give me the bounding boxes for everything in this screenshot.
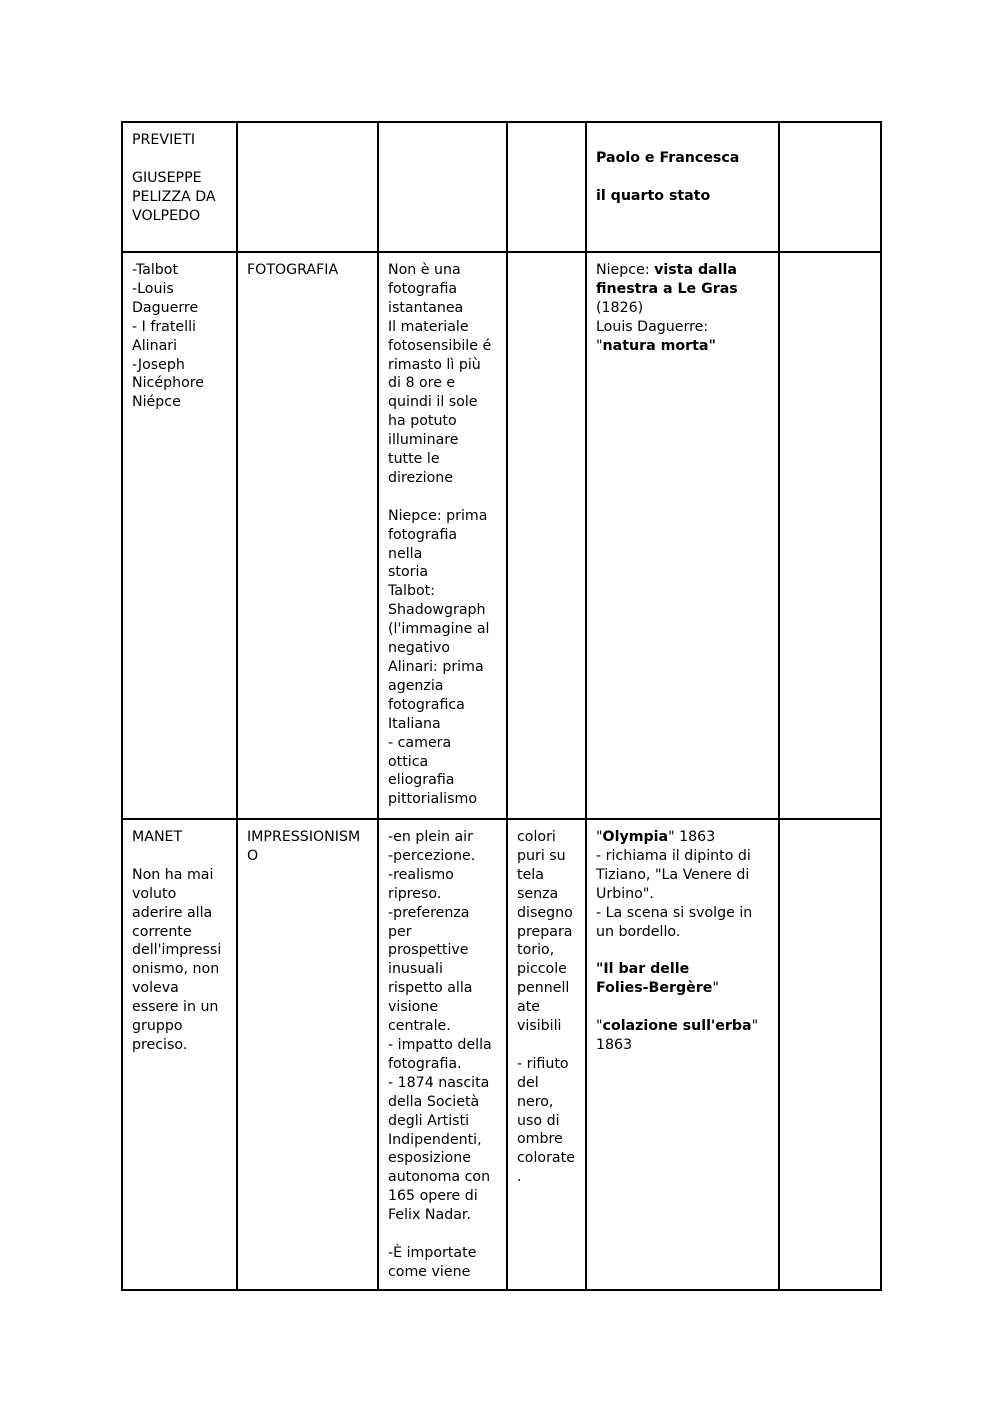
cell-line: voleva bbox=[132, 980, 179, 997]
cell-line: Talbot: bbox=[388, 583, 435, 600]
cell-line: Non è una bbox=[388, 262, 461, 278]
cell-line: - rifiuto bbox=[517, 1055, 569, 1072]
work-line bbox=[596, 1036, 770, 1055]
cell-line: di 8 ore e bbox=[388, 375, 456, 392]
work-title: "Il bar delle bbox=[596, 961, 690, 978]
cell-line: fotografica bbox=[388, 696, 465, 713]
cell-line: - camera bbox=[388, 734, 452, 751]
cell-line: voluto bbox=[132, 885, 177, 902]
work-text: 1863 bbox=[596, 1036, 633, 1053]
cell-line: tutte le bbox=[388, 451, 440, 468]
cell-line: Felix Nadar. bbox=[388, 1207, 471, 1224]
cell-line: uso di bbox=[517, 1112, 560, 1129]
table-row bbox=[122, 122, 881, 252]
cell-line: Italiana bbox=[388, 715, 441, 732]
cell-line: (l'immagine al bbox=[388, 621, 490, 638]
cell-line: rispetto alla bbox=[388, 980, 473, 997]
cell-line: illuminare bbox=[388, 432, 459, 449]
cell-line: -Talbot bbox=[132, 262, 179, 278]
work-line bbox=[596, 168, 770, 187]
works-cell bbox=[586, 122, 779, 252]
cell-text bbox=[247, 131, 369, 150]
cell-line: ottica bbox=[388, 753, 429, 770]
notes-cell bbox=[779, 252, 881, 819]
cell-line: dell'impressi bbox=[132, 942, 222, 959]
cell-line: PREVIETI bbox=[132, 132, 196, 148]
work-title: colazione sull'erba bbox=[602, 1018, 752, 1035]
work-line bbox=[596, 998, 770, 1017]
cell-text bbox=[789, 131, 872, 150]
cell-line: puri su bbox=[517, 847, 566, 864]
work-line bbox=[596, 149, 770, 168]
cell-line: per bbox=[388, 923, 412, 940]
work-line bbox=[596, 261, 770, 280]
cell-line: - I fratelli bbox=[132, 318, 196, 335]
cell-line bbox=[132, 847, 228, 866]
work-line bbox=[596, 187, 770, 206]
cell-line bbox=[388, 488, 498, 507]
movement-cell bbox=[237, 252, 378, 819]
work-text: (1826) bbox=[596, 299, 644, 316]
work-title: vista dalla bbox=[654, 262, 737, 278]
cell-line: storia bbox=[388, 564, 429, 581]
cell-line: pennell bbox=[517, 980, 570, 997]
cell-line: VOLPEDO bbox=[132, 207, 201, 224]
cell-line: Niépce bbox=[132, 394, 181, 411]
cell-line: - impatto della bbox=[388, 1036, 492, 1053]
cell-line: rimasto lì più bbox=[388, 356, 481, 373]
cell-line: colorate bbox=[517, 1150, 575, 1167]
cell-line: degli Artisti bbox=[388, 1112, 470, 1129]
cell-line: . bbox=[517, 1169, 522, 1186]
work-text: Tiziano, "La Venere di bbox=[596, 866, 750, 883]
cell-line: -en plein air bbox=[388, 829, 473, 845]
cell-line bbox=[517, 1036, 577, 1055]
cell-line: torio, bbox=[517, 942, 555, 959]
cell-line: Nicéphore bbox=[132, 375, 205, 392]
cell-line: ha potuto bbox=[388, 413, 457, 430]
cell-line: -Joseph bbox=[132, 356, 185, 373]
cell-line: Indipendenti, bbox=[388, 1131, 482, 1148]
cell-line: PELIZZA DA bbox=[132, 188, 216, 205]
technique-cell bbox=[507, 819, 586, 1290]
cell-line: visione bbox=[388, 999, 439, 1016]
cell-line: fotosensibile é bbox=[388, 337, 492, 354]
cell-line: ripreso. bbox=[388, 885, 442, 902]
cell-line: - 1874 nascita bbox=[388, 1074, 490, 1091]
cell-line: esposizione bbox=[388, 1150, 471, 1167]
cell-line: nero, bbox=[517, 1093, 554, 1110]
cell-line: Daguerre bbox=[132, 299, 199, 316]
art-history-table bbox=[121, 121, 882, 1291]
work-text: " bbox=[596, 1018, 603, 1035]
work-title: natura morta" bbox=[602, 337, 716, 354]
cell-line: -È importate bbox=[388, 1244, 477, 1261]
features-cell bbox=[378, 122, 507, 252]
work-line bbox=[596, 828, 770, 847]
work-line bbox=[596, 885, 770, 904]
cell-line: inusuali bbox=[388, 961, 443, 978]
cell-line bbox=[388, 1225, 498, 1244]
cell-line: ate bbox=[517, 999, 540, 1016]
work-text: Louis Daguerre: bbox=[596, 318, 709, 335]
features-cell bbox=[378, 819, 507, 1290]
cell-line: istantanea bbox=[388, 299, 464, 316]
cell-line: visibili bbox=[517, 1018, 562, 1035]
cell-line: centrale. bbox=[388, 1018, 451, 1035]
cell-line: essere in un bbox=[132, 999, 219, 1016]
work-title: Olympia bbox=[602, 829, 669, 845]
artist-cell bbox=[122, 252, 237, 819]
cell-line: agenzia bbox=[388, 677, 444, 694]
cell-text: IMPRESSIONISMO bbox=[247, 829, 361, 864]
cell-line: -preferenza bbox=[388, 904, 470, 921]
cell-line: Il materiale bbox=[388, 318, 469, 335]
cell-line: colori bbox=[517, 829, 556, 845]
features-cell bbox=[378, 252, 507, 819]
cell-line: negativo bbox=[388, 640, 451, 657]
work-text: - richiama il dipinto di bbox=[596, 847, 751, 864]
work-text: " 1863 bbox=[668, 829, 716, 845]
cell-line: aderire alla bbox=[132, 904, 213, 921]
cell-line: Alinari: prima bbox=[388, 659, 484, 676]
work-line bbox=[596, 337, 770, 356]
cell-line: preciso. bbox=[132, 1036, 188, 1053]
work-text: un bordello. bbox=[596, 923, 681, 940]
work-text: Urbino". bbox=[596, 885, 654, 902]
work-text: " bbox=[751, 1018, 759, 1035]
cell-line: Alinari bbox=[132, 337, 178, 354]
cell-text bbox=[789, 261, 872, 280]
movement-cell bbox=[237, 819, 378, 1290]
cell-line: fotografia bbox=[388, 280, 458, 297]
work-title: il quarto stato bbox=[596, 187, 711, 204]
cell-line: -percezione. bbox=[388, 847, 476, 864]
cell-line: -Louis bbox=[132, 280, 174, 297]
technique-cell bbox=[507, 122, 586, 252]
work-line bbox=[596, 318, 770, 337]
technique-cell bbox=[507, 252, 586, 819]
work-title: Folies-Bergère bbox=[596, 980, 713, 997]
cell-line: eliografia bbox=[388, 772, 455, 789]
work-text: - La scena si svolge in bbox=[596, 904, 753, 921]
cell-line: GIUSEPPE bbox=[132, 169, 202, 186]
work-line bbox=[596, 923, 770, 942]
cell-line: MANET bbox=[132, 829, 183, 845]
cell-line: senza bbox=[517, 885, 559, 902]
table-row bbox=[122, 819, 881, 1290]
work-line bbox=[596, 1017, 770, 1036]
work-line bbox=[596, 904, 770, 923]
cell-line bbox=[132, 150, 228, 169]
work-line bbox=[596, 941, 770, 960]
cell-line: prospettive bbox=[388, 942, 469, 959]
cell-line: ombre bbox=[517, 1131, 563, 1148]
cell-line: come viene bbox=[388, 1263, 471, 1280]
cell-line: onismo, non bbox=[132, 961, 220, 978]
cell-line: nella bbox=[388, 545, 423, 562]
work-text: Niepce: bbox=[596, 262, 655, 278]
cell-line: -realismo bbox=[388, 866, 454, 883]
work-line bbox=[596, 299, 770, 318]
notes-cell bbox=[779, 819, 881, 1290]
cell-line: corrente bbox=[132, 923, 192, 940]
work-line bbox=[596, 280, 770, 299]
cell-line: autonoma con bbox=[388, 1169, 491, 1186]
cell-line: Shadowgraph bbox=[388, 602, 486, 619]
work-title: Paolo e Francesca bbox=[596, 150, 740, 166]
cell-line: pittorialismo bbox=[388, 791, 477, 808]
notes-cell bbox=[779, 122, 881, 252]
cell-line: gruppo bbox=[132, 1018, 183, 1035]
work-line bbox=[596, 866, 770, 885]
works-cell bbox=[586, 252, 779, 819]
cell-line: fotografia bbox=[388, 526, 458, 543]
work-line bbox=[596, 847, 770, 866]
work-title: finestra a Le Gras bbox=[596, 280, 738, 297]
cell-line: Non ha mai bbox=[132, 866, 214, 883]
cell-line: fotografia. bbox=[388, 1055, 462, 1072]
work-line bbox=[596, 960, 770, 979]
work-text: " bbox=[596, 829, 603, 845]
cell-line: disegno bbox=[517, 904, 573, 921]
cell-line: della Società bbox=[388, 1093, 480, 1110]
cell-line: prepara bbox=[517, 923, 573, 940]
cell-line: 165 opere di bbox=[388, 1188, 478, 1205]
cell-line: quindi il sole bbox=[388, 394, 478, 411]
artist-cell bbox=[122, 819, 237, 1290]
work-text: " bbox=[596, 337, 603, 354]
cell-line: piccole bbox=[517, 961, 567, 978]
work-text: " bbox=[712, 980, 719, 997]
cell-line: direzione bbox=[388, 469, 453, 486]
cell-line: Niepce: prima bbox=[388, 507, 488, 524]
artist-cell bbox=[122, 122, 237, 252]
table-row bbox=[122, 252, 881, 819]
cell-text: FOTOGRAFIA bbox=[247, 262, 339, 278]
work-line bbox=[596, 979, 770, 998]
cell-line: tela bbox=[517, 866, 544, 883]
cell-line: del bbox=[517, 1074, 539, 1091]
cell-text bbox=[789, 828, 872, 847]
movement-cell bbox=[237, 122, 378, 252]
works-cell bbox=[586, 819, 779, 1290]
